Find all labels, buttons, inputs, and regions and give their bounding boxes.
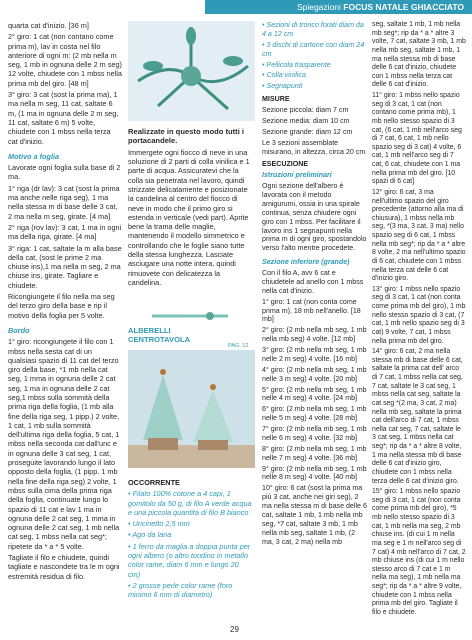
text: Sezione media: diam 10 cm: [262, 116, 350, 125]
material-item: • Sezioni di tronco forati diam da 4 a 12 cm: [262, 21, 364, 38]
material-item: • Colla vinilica: [262, 71, 306, 80]
material-item: • Segnapunti: [262, 82, 303, 91]
text: 3° giro: 3 cat (sost la prima ma), 1 ma nella m seg, 11 cat, saltate 6 m, (1 ma in ognuna delle 2 m seg, 11 cat, saltate 6 m) 5 volte, chiudete con 1 mbss nella terza cat d'inizio.: [8, 90, 119, 146]
subheading: Sezione inferiore (grande): [262, 258, 350, 267]
text: 2° riga (rov lav): 3 cat, 1 ma in ogni ma della riga, girate. [4 ma]: [8, 222, 122, 242]
material-item: • Pellicola trasparente: [262, 60, 331, 69]
row: 5° giro: (2 mb nella mb seg, 1 mb nelle 4 m seg) 4 volte. [24 mb]: [262, 385, 367, 403]
subheading: Istruzioni preliminari: [262, 171, 332, 180]
row: 15° giro: 1 mbss nello spazio seg di 3 cat, 1 cat (non conta come prima mb del giro), *5 mb nello stesso spazio di 3 cat, 1 mb nella mа seg, 2 mb chiuse ins. (di cui 1 m nella ma seg e 1 m nell'arco seg di 7 cat) 4 mb nell'arco di 7 cat, 2 mb chiuse ins (di cui 1 m nello stesso arco di 7 cat e 1 m nella ma seg), 1 mb nella ma seg*; rip da * a * altre 9 volte, chiudete con 1 mbss nella prima mb del giro. Tagliate il filo e chiudete.: [372, 488, 466, 616]
execution-title: ESECUZIONE: [262, 160, 309, 169]
row: 12° giro: 6 cat, 3 ma nell'ultimo spazio del giro precedente (attorno alla ma di chiusura), 1 mbss nella mb seg, *(3 ma, 3 cat, 3 ma) nello spazio seg di 6 cat, 1 mbss nella mb seg*; rip da * a * altre 8 volte, 2 ma nell'ultimo spazio di 6 cat, chiudete con 1 mbss nella terza cat delle 6 cat d'inizio giro.: [372, 188, 466, 283]
page-number: 29: [230, 625, 239, 634]
text: Ogni sezione dell'albero è lavorata con il metodo amigurumi, ossia in una spirale continua, senza chiudere ogni giro con 1 mbss. Per facilitare il lavoro ins 1 segnapunti nella prima m di ogni giro, spostandolo verso l'alto mentre procedete.: [262, 182, 367, 253]
row: 3° giro: (2 mb nella mb seg, 1 mb nelle 2 m seg) 4 volte. [16 mb]: [262, 346, 367, 363]
row: 9° giro: (2 mb nella mb seg, 1 mb nelle 8 m seg) 4 volte. [40 mb]: [262, 464, 367, 482]
row: 11° giro: 1 mbss nello spazio seg di 3 cat, 1 cat (non contano come prima mb), 1 mb nello stesso spazio di 3 cat, (6 cat, 1 mb nell'arco seg di 7 cat, 6 cat, 1 mb nello spazio seg di 3 cat) 4 volte, 6 cat, 1 mb nell'arco seg di 7 cat, 6 cat, chiudete con 1 ma nella prima mb del giro. [10 spazi di 6 cat]: [372, 92, 462, 186]
text: quarta cat d'inizio. [36 m]: [8, 21, 89, 30]
material-item: • 3 dischi di cartone con diam 24 cm: [262, 40, 365, 58]
row: 8° giro: (2 mb nella mb seg, 1 mb nelle 7 m seg) 4 volte. [36 mb]: [262, 444, 367, 462]
header-section: Spiegazioni: [296, 2, 341, 12]
subheading: Motivo a foglia: [8, 151, 60, 161]
trees-title: ALBERELLI CENTROTAVOLA: [128, 326, 191, 344]
material-item: • Ago da lana: [128, 530, 172, 540]
crochet-hook-icon: [150, 310, 230, 322]
text: 3° riga: 1 cat, saltate la m alla base della cat, (sost le prime 2 ma chiuse ins),1 ma nella m seg, 2 ma chiuse ins, girate. Tagliare e chiudete.: [8, 243, 122, 290]
page-reference: PAG. 12: [228, 343, 249, 349]
text: Lavorate ogni foglia sulla base di 2 ma.: [8, 163, 121, 182]
text: 1° riga (dr lav): 3 cat (sost la prima ma anche nelle riga seg), 1 ma nella stessa m di base delle 3 cat, 2 ma nella m seg, girate. [4 mа]: [8, 183, 120, 221]
material-item: • Filato 100% cotone a 4 capi, 1 gomitolo da 50 g, di filo A verde acqua e una piccola quantità di filo B bianco: [128, 489, 252, 517]
text: Tagliate il filo e chiudete, quindi tagliate e nascondete tra le m ogni estremità residua di filo.: [8, 553, 120, 581]
page-header: [205, 0, 472, 14]
trees-photo: [128, 350, 255, 468]
text: Sezione piccola: diam 7 cm: [262, 106, 349, 114]
text: Le 3 sezioni assemblate misurano, in altezza, circa 20 cm: [262, 138, 366, 156]
column-3: [262, 21, 368, 548]
caption: Realizzate in questo modo tutti i portacandele.: [128, 127, 245, 146]
row: 4° giro: (2 mb nella mb seg, 1 mb nelle 3 m seg) 4 volte. [20 mb]: [262, 365, 367, 383]
snowflake-image: [128, 21, 255, 121]
row: 6° giro: (2 mb nella mb seg, 1 mb nelle 5 m seg) 4 volte. [28 mb]: [262, 405, 367, 423]
row: 2° giro: (2 mb nella mb seg, 1 mb nella mb seg) 4 volte. [12 mb]: [262, 326, 367, 344]
text: 1° giro: ricongiungete il filo con 1 mbss nella sesta cat di un qualsiasi spazio di 11 cat del terzo giro della base, *1 mb nella cat seg, 1 mma in ognuna delle 2 cat seg, 1 ma in ognuna delle 2 cat seg,1 mbss sulla sommità della prima riga della foglia, (1 mb alla fine della riga seg, 1 pipp.) 2 volte, 1 cat, 1 mb sulla sommità dell'ultima riga della foglia, 5 cat, 1 mbss nella seconda cat dall'unc e in ognuna delle 3 cat seg, 1 cat, proseguite lavorando lungo il lato opposto della foglia, (1 pipp. 1 mb nella fine della riga seg) 2 volte, 1 mbss sulla cima della prima riga della foglia, continuate lungo lo spazio di 11 cat e lav 1 ma in ognuna delle 2 cat seg, 1 mma in ognuna delle 2 cat seg, 1 mb nella cat seg, 1 mbss nella cat seg*; ripetete da * a * 5 volte.: [8, 337, 120, 551]
material-item: • 1 ferro da maglia a doppia punta per ogni albero (o altro tondino in metallo color rame, diam 6 mm e lungo 20 cm): [128, 541, 251, 579]
header-title: FOCUS NATALE GHIACCIATO: [343, 2, 464, 12]
row: 1° giro: 1 cat (non conta come prima m), 18 mb nell'anello. [18 mb]: [262, 297, 361, 324]
row: 13° giro: 1 mbss nello spazio seg di 3 cat, 1 cat (non conta come prima mb del giro), 1 mb nello stesso spazio di 3 cat, (7 cat, 1 mb nello spazio seg di 3 cat) 9 volte, 7 cat, 1 mbss nella prima mb del giro.: [372, 285, 466, 345]
text: Ricongiungete il filo nella ma seg del terzo giro della base e rip il motivo della foglia per 5 volte.: [8, 292, 115, 320]
column-1: [8, 21, 122, 583]
subheading: Bordo: [8, 325, 30, 335]
column-2: [128, 127, 252, 289]
row: 14° giro: 6 cat, 2 ma nella stessa mb di base delle 6 cat, saltate la prima cat dell' arco di 7 cat, 1 mbss nella cat seg, 7 cat, saltate le 3 cat seg, 1 mbss nella cat seg, saltate la cat seg *(2 ma, 3 cat, 2 ma) nella mb seg, saltate la prima cat dell'arco di 7 cat, 1 mbss nella cat seg, 7 cat, saltate le 3 cat seg, 1 mbss nella cat seg*; rip da * a * altre 8 volte, 1 ma nella stessa mb di base delle 6 cat d'inizio giro, chiudete con 1 mbss nella terza delle 6 cat d'inizio giro.: [372, 348, 463, 485]
snowflake-photo: [128, 21, 255, 121]
material-item: • Uncinetto 2,5 mm: [128, 519, 190, 529]
trees-image: [128, 350, 255, 468]
column-4: [372, 21, 466, 620]
row: 10° giro: 6 cat (sost la prima ma più 3 cat, anche nei giri seg), 2 ma nella stessa m di base delle 6 cat, saltate 1 mb, 1 mb nella mb seg, *7 cat, saltate 3 mb, 1 mb nella mb seg, saltate 1 mb, (2 ma, 3 cat, 2 ma) nella mb: [262, 484, 367, 546]
materials-title: OCCORRENTE: [128, 478, 180, 487]
text: Immergete ogni fiocco di neve in una soluzione di 2 parti di colla vinilica e 1 parte di acqua. Assicuratevi che la colla sia penetrata nel lavoro, quindi strizzate delicatamente e posizionate la candelina al centro del fiocco di neve in modo che il primo giro si estenda in verticale (vedi part). Aprite bene la trama delle maglie, mantenendo il modello simmetrico e controllando che le foglie siano tutte della stessa lunghezza. Lasciate asciugare una notte intera, quindi rimuovete con delicatezza la candelina.: [128, 147, 250, 287]
text: Sezione grande: diam 12 cm: [262, 127, 353, 136]
materials: [128, 474, 252, 602]
row: 7° giro: (2 mb nella mb seg, 1 mb nelle 6 m seg) 4 volte. [32 mb]: [262, 425, 367, 442]
material-item: • 2 grosse perle color rame (foro minimo 6 mm di diametro): [128, 580, 233, 600]
text: 2° giro: 1 cat (non contano come prima m), lav in costa nel filo anteriore di ogni m: (2 mb nella m seg, 1 mb in ognuna delle 2 m seg) 12 volte, chiudete con 1 mbss nella prima mb del giro. [48 m]: [8, 32, 122, 88]
text: Con il filo A, avv 6 cat e chiudetele ad anello con 1 mbss nella cat d'inizio.: [262, 269, 364, 295]
measures-title: MISURE: [262, 95, 290, 104]
text: seg, saltate 1 mb, 1 mb nella mb seg*; rip da * a * altre 3 volte, 7 cat, saltate 3 mb, 1 mb nella mb seg, saltate 1 mb, 1 ma nella stessa mb di base delle 6 cat d'inizio, chiudete con 1 mbss nella terza cat delle 6 cat d'inizio.: [372, 21, 466, 89]
